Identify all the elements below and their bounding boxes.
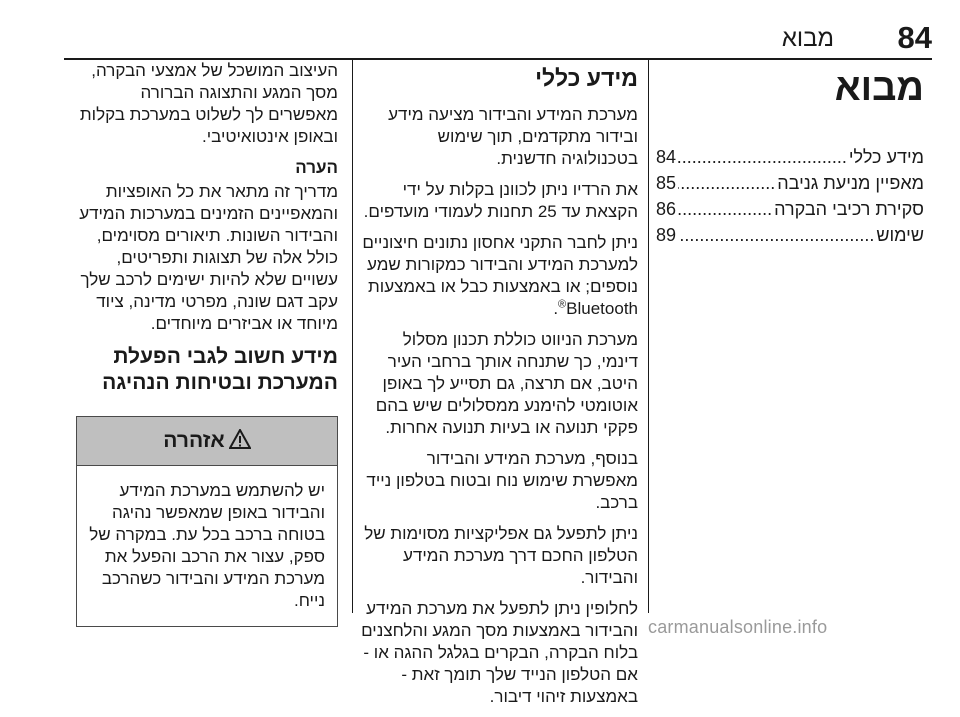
table-of-contents [656, 144, 924, 248]
note-text: מדריך זה מתאר את כל האופציות והמאפיינים הזמינים במערכות המידע והבידור השונות. תיאורים מסוימים, כולל אלה של תצוגות ותפריטים, עשויים שלא להיות ישימים לרכב שלך עקב דגם שונה, מפרטי מדינה, ציוד מיוחד או אביזרים מיוחדים. [79, 182, 338, 333]
toc-item-label: שימוש [876, 225, 924, 245]
safety-heading: מידע חשוב לגבי הפעלת המערכת ובטיחות הנהיגה [102, 345, 338, 394]
paragraph: ניתן לתפעל גם אפליקציות מסוימות של הטלפון החכם דרך מערכת המידע והבידור. [364, 524, 638, 587]
paragraph: את הרדיו ניתן לכוונן בקלות על ידי הקצאת עד 25 תחנות לעמודי מועדפים. [363, 180, 638, 221]
toc-item-page: 86 [656, 199, 677, 219]
column-divider [352, 60, 353, 613]
warning-icon [229, 429, 251, 454]
toc-item[interactable] [656, 222, 924, 248]
toc-leader-dots [678, 170, 775, 196]
watermark: carmanualsonline.info [648, 617, 828, 637]
toc-leader-dots [678, 222, 874, 248]
safety-column [76, 60, 338, 627]
toc-item-label: סקירת רכיבי הבקרה [774, 199, 924, 219]
bluetooth-name: Bluetooth [566, 299, 638, 318]
warning-label: אזהרה [163, 429, 225, 452]
paragraph [360, 232, 638, 320]
page-header [64, 0, 932, 60]
toc-item-label: מידע כללי [848, 147, 924, 167]
toc-item-page: 84 [656, 147, 677, 167]
paragraph: לחלופין ניתן לתפעל את מערכת המידע והבידור באמצעות מסך המגע והלחצנים בלוח הבקרה, הבקרים בגלגל ההגה או - אם הטלפון הנייד שלך תומך זאת - באמצעות זיהוי דיבור. [361, 599, 638, 706]
toc-leader-dots [678, 196, 772, 222]
paragraph: העיצוב המושכל של אמצעי הבקרה, מסך המגע והתצוגה הברורה מאפשרים לך לשלוט במערכת בקלות ובאופן אינטואיטיבי. [79, 61, 338, 146]
bluetooth-brand: Bluetooth®. [553, 298, 638, 318]
page-number: 84 [897, 20, 932, 55]
toc-item-label: מאפיין מניעת גניבה [777, 173, 924, 193]
general-info-column [360, 60, 638, 717]
warning-box [76, 416, 338, 627]
chapter-title: מבוא [834, 67, 924, 109]
toc-item[interactable] [656, 144, 924, 170]
paragraph: מערכת המידע והבידור מציעה מידע ובידור מתקדמים, תוך שימוש בטכנולוגיה חדשנית. [388, 105, 638, 168]
registered-mark: ® [558, 298, 567, 311]
toc-item-page: 89 [656, 225, 677, 245]
paragraph-text: ניתן לחבר התקני אחסון נתונים חיצוניים למערכת המידע והבידור כמקורות שמע נוספים; או באמצעות כבל או באמצעות [362, 233, 638, 296]
toc-column [656, 60, 924, 248]
toc-item-page: 85 [656, 173, 677, 193]
toc-item[interactable] [656, 170, 924, 196]
column-divider [648, 60, 649, 613]
warning-text: יש להשתמש במערכת המידע והבידור באופן שמאפשר נהיגה בטוחה ברכב בכל עת. במקרה של ספק, עצור את הרכב והפעל את מערכת המידע והבידור כשהרכב נייח. [89, 481, 325, 610]
section-title: מבוא [781, 25, 834, 52]
toc-leader-dots [678, 144, 847, 170]
paragraph: בנוסף, מערכת המידע והבידור מאפשרת שימוש נוח ובטוח בטלפון נייד ברכב. [366, 449, 638, 512]
paragraph: מערכת הניווט כוללת תכנון מסלול דינמי, כך שתנחה אותך ברחבי העיר היטב, אם תרצה, גם תסייע לך באופן אוטומטי להימנע ממסלולים שיש בהם פקקי תנועה או בעיות תנועה אחרות. [375, 330, 638, 437]
note-heading: הערה [295, 158, 338, 177]
warning-header [77, 417, 337, 466]
general-info-heading: מידע כללי [535, 65, 638, 91]
toc-item[interactable] [656, 196, 924, 222]
